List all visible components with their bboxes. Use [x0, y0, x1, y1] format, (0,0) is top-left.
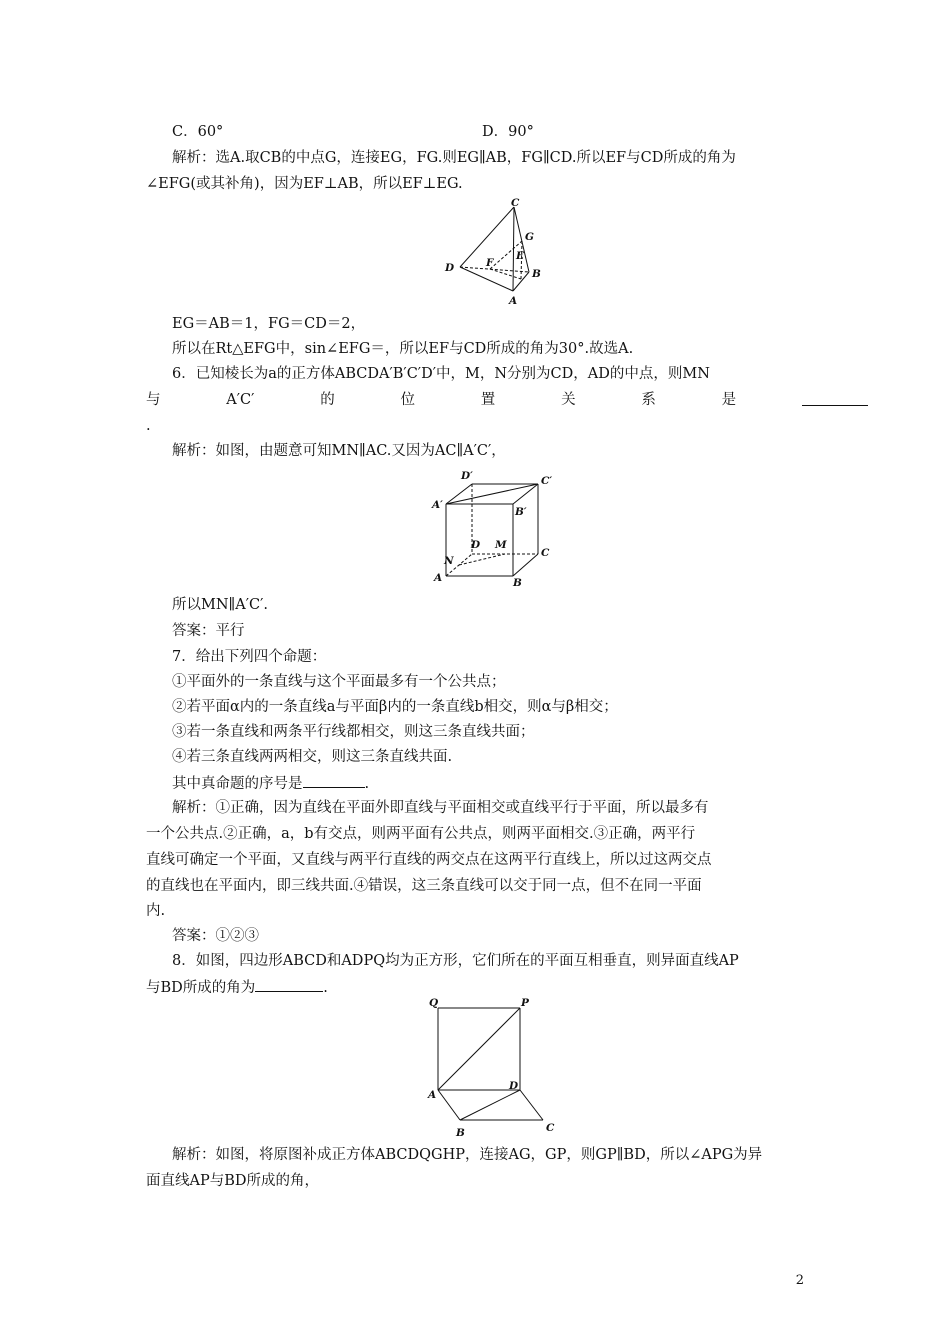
- label-d-prime: D′: [461, 470, 473, 482]
- q5-after-line-2: 所以在Rt△EFG中，sin∠EFG＝，所以EF与CD所成的角为30°.故选A.: [172, 341, 634, 357]
- label-c: C: [511, 197, 520, 209]
- option-d: D．90°: [482, 124, 534, 140]
- label-m: M: [495, 539, 507, 551]
- label-b: B: [532, 268, 541, 280]
- q8-stem-line-1: 8．如图，四边形ABCD和ADPQ均为正方形，它们所在的平面互相垂直，则异面直线AP: [172, 953, 739, 969]
- q6-answer: 答案：平行: [172, 623, 245, 639]
- label-e: E: [516, 250, 525, 262]
- label-d: D: [445, 262, 455, 274]
- q6-stem-line-2: 与 A′C′ 的 位 置 关 系 是: [146, 390, 868, 410]
- q5-analysis-line-1: 解析：选A.取CB的中点G，连接EG，FG.则EG∥AB，FG∥CD.所以EF与CD所成的角为: [172, 150, 736, 166]
- label-c-prime: C′: [541, 475, 553, 487]
- label-c: C: [541, 547, 550, 559]
- q7-proposition-3: ③若一条直线和两条平行线都相交，则这三条直线共面；: [172, 724, 535, 740]
- q6-stem-line-1: 6．已知棱长为a的正方体ABCDA′B′C′D′中，M，N分别为CD，AD的中点，则MN: [172, 366, 710, 382]
- label-q: Q: [429, 997, 439, 1009]
- q7-proposition-2: ②若平面α内的一条直线a与平面β内的一条直线b相交，则α与β相交；: [172, 699, 618, 715]
- squares-figure: [420, 996, 570, 1141]
- label-d: D: [471, 539, 481, 551]
- label-a: A: [509, 295, 518, 307]
- q7-analysis-line-2: 一个公共点.②正确，a，b有交点，则两平面有公共点，则两平面相交.③正确，两平行: [146, 826, 696, 842]
- q7-stem: 7．给出下列四个命题：: [172, 649, 327, 665]
- label-b: B: [456, 1127, 465, 1139]
- q5-analysis-line-2: ∠EFG(或其补角)，因为EF⊥AB，所以EF⊥EG.: [146, 176, 463, 192]
- label-d: D: [509, 1080, 519, 1092]
- tetrahedron-figure: [430, 195, 550, 310]
- label-f: F: [486, 257, 494, 269]
- q8-analysis-line-2: 面直线AP与BD所成的角，: [146, 1173, 320, 1189]
- answer-blank: [255, 976, 323, 992]
- label-a: A: [434, 572, 443, 584]
- page-number: 2: [795, 1273, 804, 1288]
- q8-analysis-line-1: 解析：如图，将原图补成正方体ABCDQGHP，连接AG，GP，则GP∥BD，所以∠APG为异: [172, 1147, 763, 1163]
- label-b-prime: B′: [515, 506, 527, 518]
- cube-figure: [428, 466, 568, 588]
- q7-analysis-line-1: 解析：①正确，因为直线在平面外即直线与平面相交或直线平行于平面，所以最多有: [172, 800, 709, 816]
- q5-after-line-1: EG＝AB＝1，FG＝CD＝2，: [172, 316, 366, 332]
- q7-question: 其中真命题的序号是 .: [172, 772, 369, 794]
- q7-proposition-4: ④若三条直线两两相交，则这三条直线共面.: [172, 749, 453, 765]
- q8-stem-line-2: 与BD所成的角为 .: [146, 976, 328, 998]
- answer-blank: [303, 772, 365, 788]
- label-n: N: [444, 555, 454, 567]
- option-c: C．60°: [172, 124, 224, 140]
- label-c: C: [546, 1122, 555, 1134]
- q7-analysis-line-3: 直线可确定一个平面，又直线与两平行直线的两交点在这两平行直线上，所以过这两交点: [146, 852, 712, 868]
- label-a: A: [428, 1089, 437, 1101]
- answer-blank: [802, 390, 868, 406]
- q7-analysis-line-5: 内.: [146, 903, 166, 919]
- q7-analysis-line-4: 的直线也在平面内，即三线共面.④错误，这三条直线可以交于同一点，但不在同一平面: [146, 878, 702, 894]
- label-p: P: [521, 997, 529, 1009]
- label-a-prime: A′: [432, 499, 443, 511]
- q7-answer: 答案：①②③: [172, 928, 259, 944]
- q6-stem-line-3: .: [146, 418, 151, 434]
- label-b: B: [513, 577, 522, 589]
- q6-conclusion: 所以MN∥A′C′.: [172, 597, 268, 613]
- q7-proposition-1: ①平面外的一条直线与这个平面最多有一个公共点；: [172, 674, 506, 690]
- q6-analysis: 解析：如图，由题意可知MN∥AC.又因为AC∥A′C′，: [172, 443, 506, 459]
- label-g: G: [525, 231, 534, 243]
